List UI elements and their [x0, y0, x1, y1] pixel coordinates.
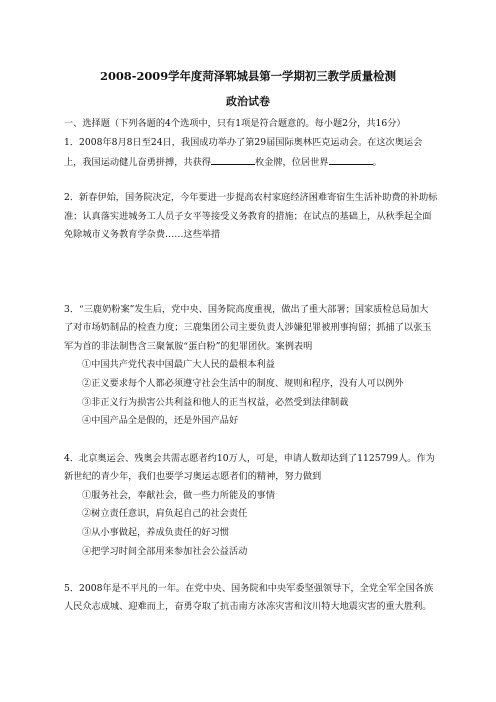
q4-line-1: 4．北京奥运会、残奥会共需志愿者约10万人，可是，申请人数却达到了1125799人。作为 — [64, 453, 435, 464]
q1-blank-1 — [211, 155, 255, 165]
q4-item-3: ③从小事做起，养成负责任的好习惯 — [82, 527, 229, 538]
q2-line-3: 免除城市义务教育学杂费……这些举措 — [64, 229, 221, 240]
q1-line-1: 1．2008年8月8日至24日，我国成功举办了第29届国际奥林匹克运动会。在这次奥运会 — [64, 137, 423, 148]
q4-line-2: 新世纪的青少年，我们也要学习奥运志愿者们的精神，努力做到 — [64, 471, 322, 482]
q3-item-3: ③非正义行为损害公共利益和他人的正当权益，必然受到法律制裁 — [82, 397, 349, 408]
exam-subtitle: 政治试卷 — [226, 95, 270, 108]
q1-text-b: 枚金牌，位居世界 — [255, 157, 329, 168]
q3-item-1: ①中国共产党代表中国最广大人民的最根本利益 — [82, 359, 275, 370]
q3-item-4: ④中国产品全是假的，还是外国产品好 — [82, 415, 239, 426]
q5-line-2: 人民众志成城、迎难而上，奋勇夺取了抗击南方冰冻灾害和汶川特大地震灾害的重大胜利。 — [64, 601, 432, 612]
q1-text-c: 。 — [372, 157, 382, 168]
q1-line-2 — [64, 155, 456, 169]
exam-title: 2008-2009学年度菏泽郓城县第一学期初三教学质量检测 — [100, 69, 396, 83]
q3-line-2: 了对市场奶制品的检查力度；三鹿集团公司主要负责人涉嫌犯罪被刑事拘留；抓捕了以张玉 — [64, 322, 432, 333]
q4-item-1: ①服务社会，奉献社会，做一些力所能及的事情 — [82, 490, 275, 501]
q3-line-3: 军为首的非法制售含三聚氰胺“蛋白粉”的犯罪团伙。案例表明 — [64, 341, 313, 352]
q1-blank-2 — [329, 155, 373, 165]
q1-text-a: 上，我国运动健儿奋勇拼搏，共获得 — [64, 157, 211, 168]
q3-item-2: ②正义要求每个人都必须遵守社会生活中的制度、规则和程序，没有人可以例外 — [82, 378, 404, 389]
q3-line-1: 3．“三鹿奶粉案”发生后，党中央、国务院高度重视，做出了重大部署；国家质检总局加大 — [64, 304, 429, 315]
q4-item-2: ②树立责任意识，肩负起自己的社会责任 — [82, 508, 248, 519]
section-header: 一、选择题（下列各题的4个选项中，只有1项是符合题意的。每小题2分，共16分） — [64, 118, 406, 129]
q2-line-2: 准；认真落实进城务工人员子女平等接受义务教育的措施；在试点的基础上，从秋季起全面 — [64, 211, 432, 222]
q2-line-1: 2．新春伊始，国务院决定，今年要进一步提高农村家庭经济困难寄宿生生活补助费的补助标 — [64, 192, 438, 203]
q4-item-4: ④把学习时间全部用来参加社会公益活动 — [82, 546, 248, 557]
q5-line-1: 5．2008年是不平凡的一年。在党中央、国务院和中央军委坚强领导下，全党全军全国各族 — [64, 583, 434, 594]
